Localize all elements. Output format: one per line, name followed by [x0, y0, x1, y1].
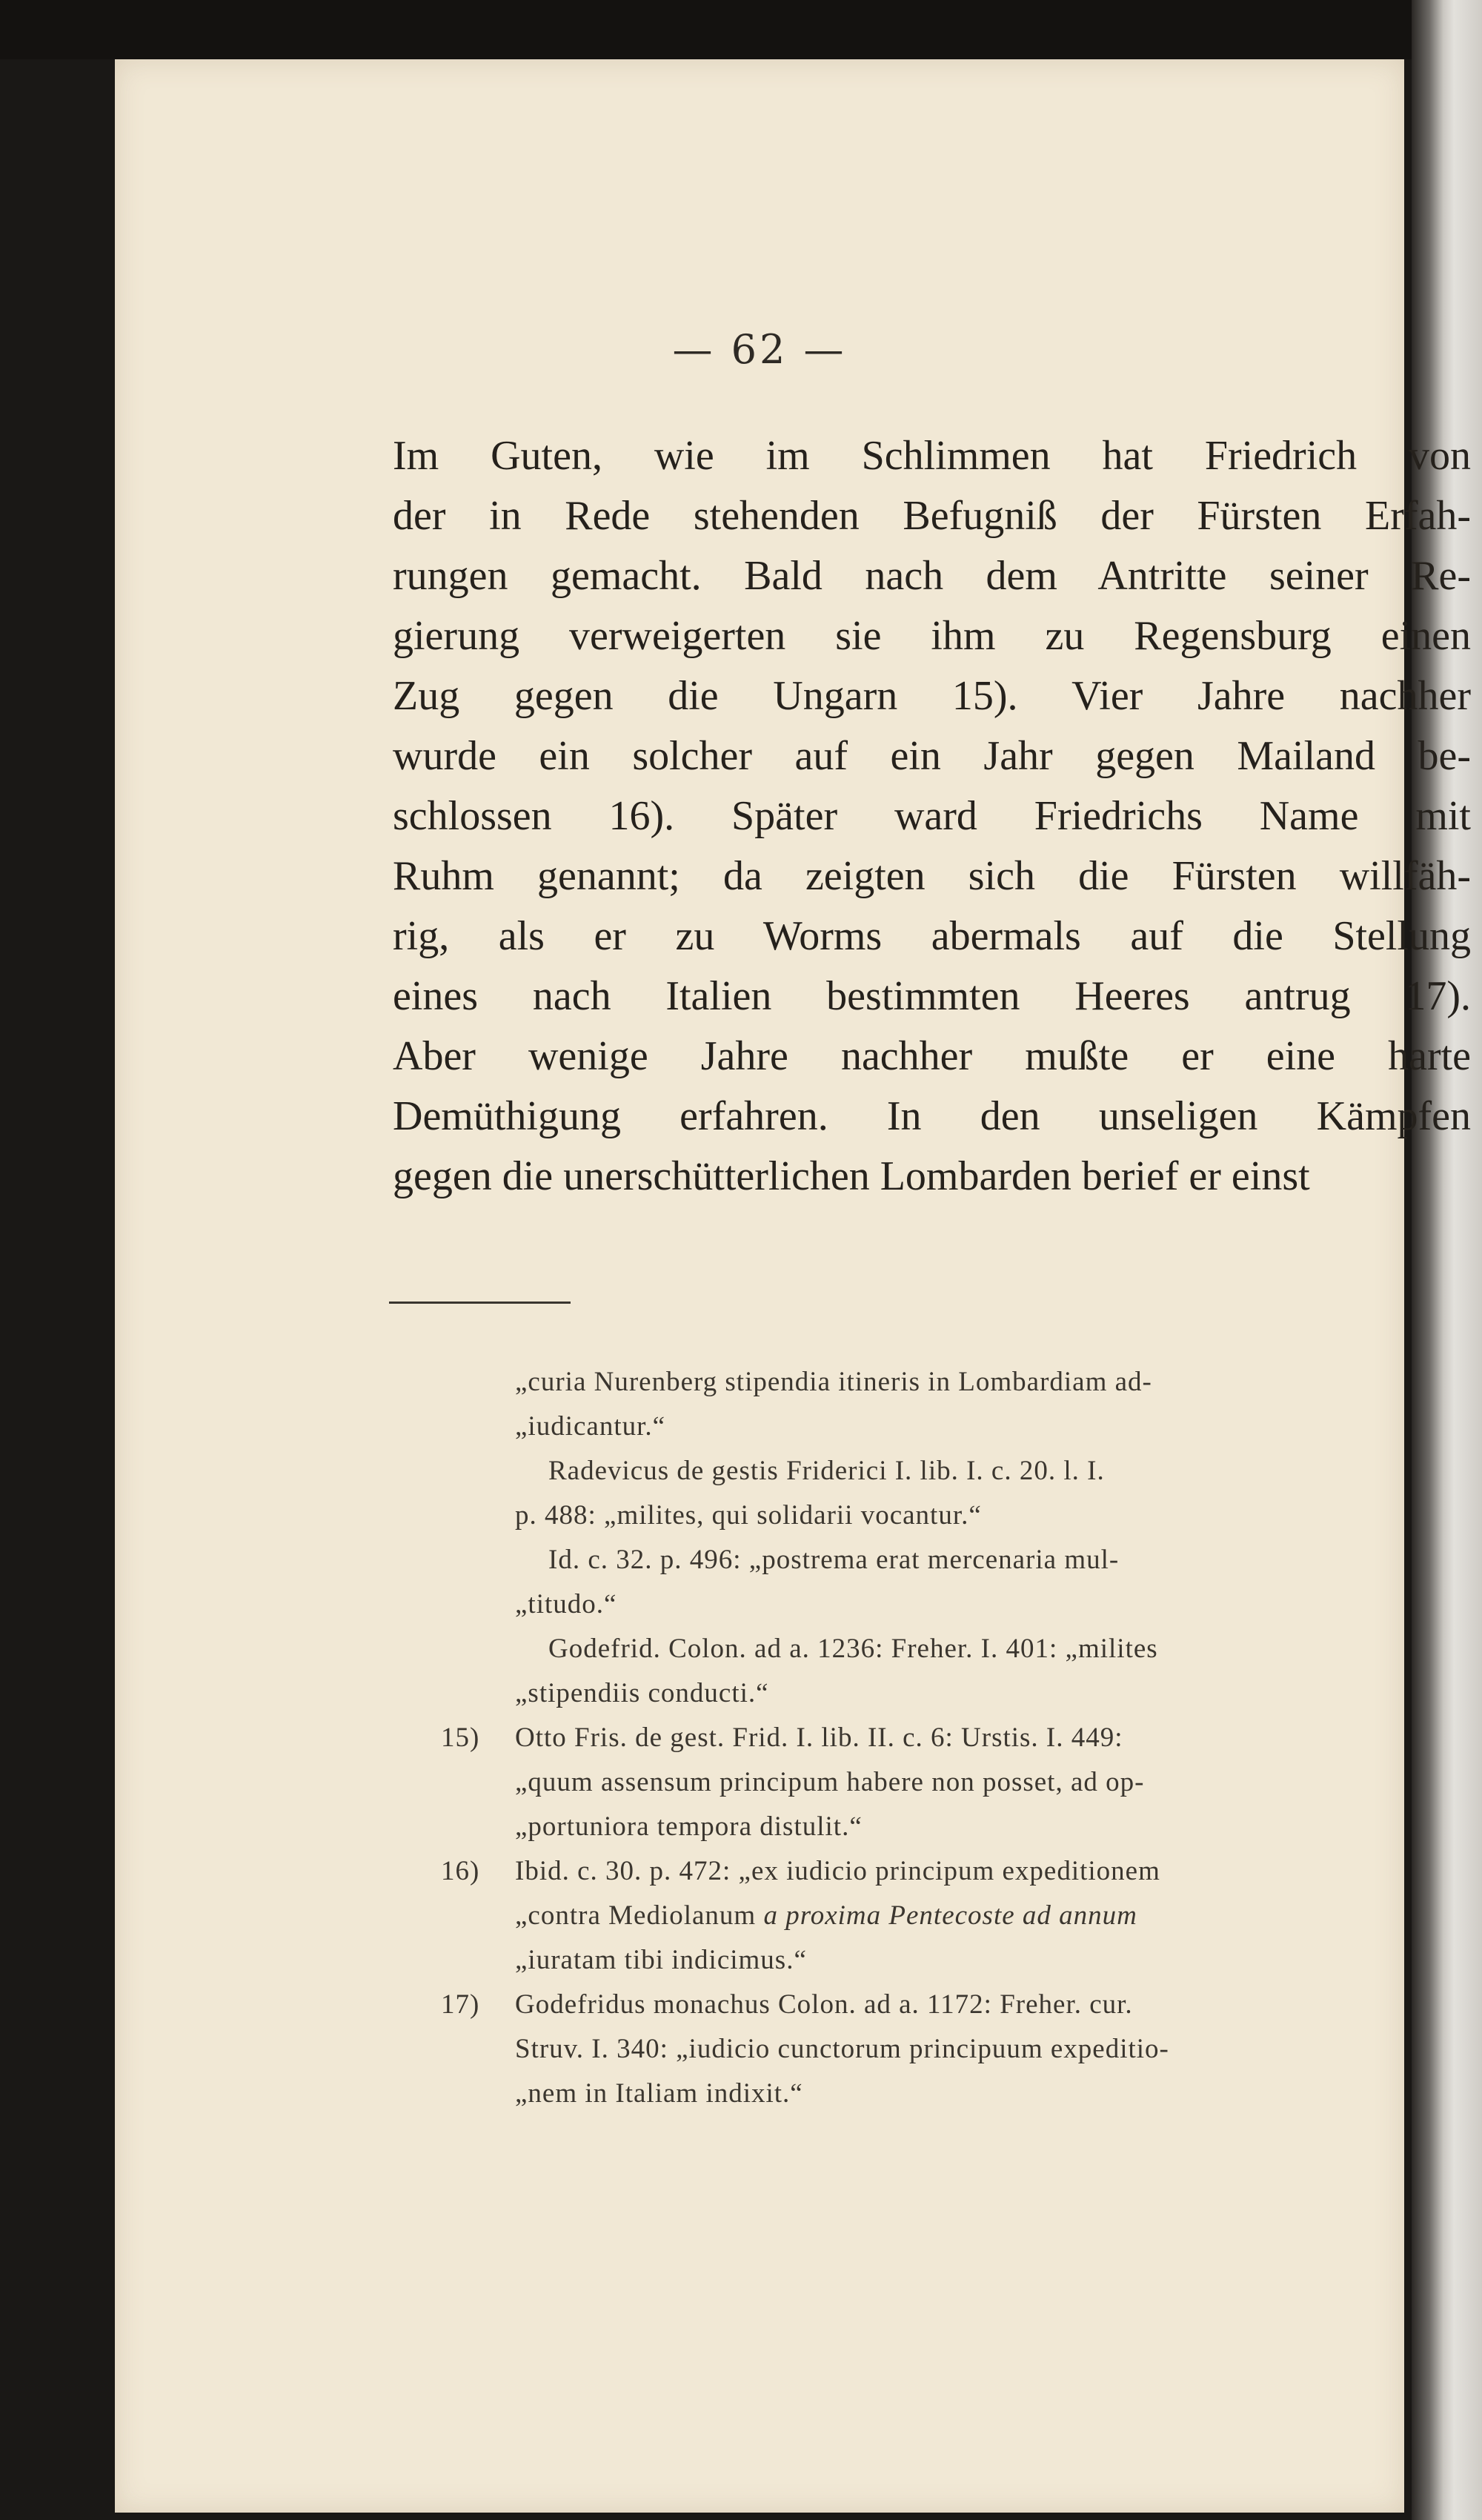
text-line: Zug gegen die Ungarn 15). Vier Jahre nachher	[393, 673, 1471, 719]
note-line: „portuniora tempora distulit.“	[515, 1811, 863, 1842]
text-line: gierung verweigerten sie ihm zu Regensburg einen	[393, 613, 1471, 659]
note-line: „stipendiis conducti.“	[515, 1678, 769, 1708]
note-line: „iuratam tibi indicimus.“	[515, 1945, 807, 1975]
footnote-16	[441, 1849, 1478, 1983]
footnotes-section	[441, 1360, 1478, 2116]
note-line: Godefrid. Colon. ad a. 1236: Freher. I. 401: „milites	[548, 1634, 1158, 1664]
continued-note	[515, 1449, 1478, 1538]
note-line: Radevicus de gestis Friderici I. lib. I. c. 20. l. I.	[548, 1456, 1105, 1486]
text-line: Aber wenige Jahre nachher mußte er eine harte	[393, 1033, 1471, 1079]
note-line: Godefridus monachus Colon. ad a. 1172: Freher. cur.	[515, 1989, 1133, 2020]
continued-note	[515, 1360, 1478, 1449]
text-line: rungen gemacht. Bald nach dem Antritte seiner Re-	[393, 553, 1471, 599]
note-line	[515, 1894, 1478, 1938]
note-line: „iudicantur.“	[515, 1411, 666, 1442]
text-line: schlossen 16). Später ward Friedrichs Name mit	[393, 793, 1471, 839]
text-line: Ruhm genannt; da zeigten sich die Fürsten willfäh-	[393, 853, 1471, 899]
text-line: gegen die unerschütterlichen Lombarden berief er einst	[393, 1153, 1310, 1199]
text-line: rig, als er zu Worms abermals auf die Stellung	[393, 913, 1471, 959]
note-text: „contra Mediolanum	[515, 1900, 764, 1931]
footnote-number: 17)	[441, 1989, 480, 2020]
text-line: eines nach Italien bestimmten Heeres antrug 17).	[393, 973, 1471, 1019]
note-line: Struv. I. 340: „iudicio cunctorum principuum expeditio-	[515, 2034, 1169, 2064]
footnote-number: 16)	[441, 1856, 480, 1886]
continued-note	[515, 1627, 1478, 1716]
main-text	[393, 426, 1471, 1207]
footnote-separator	[389, 1302, 571, 1304]
footnote-15	[441, 1716, 1478, 1849]
note-line: „curia Nurenberg stipendia itineris in Lombardiam ad-	[515, 1367, 1152, 1397]
note-line: „titudo.“	[515, 1589, 617, 1619]
text-line: wurde ein solcher auf ein Jahr gegen Mailand be-	[393, 733, 1471, 779]
scan-border-right	[1412, 0, 1482, 2520]
note-line: p. 488: „milites, qui solidarii vocantur.“	[515, 1500, 982, 1531]
continued-note	[515, 1538, 1478, 1627]
text-line: Im Guten, wie im Schlimmen hat Friedrich von	[393, 433, 1471, 479]
note-italic-text: a proxima Pentecoste ad annum	[763, 1900, 1137, 1931]
note-line: Otto Fris. de gest. Frid. I. lib. II. c. 6: Urstis. I. 449:	[515, 1722, 1123, 1753]
text-line: der in Rede stehenden Befugniß der Fürsten Erfah-	[393, 493, 1471, 539]
footnote-number: 15)	[441, 1722, 480, 1753]
note-line: „nem in Italiam indixit.“	[515, 2078, 803, 2109]
footnote-17	[441, 1983, 1478, 2116]
book-page	[115, 59, 1471, 2513]
page-number: — 62 —	[672, 326, 847, 373]
note-line: Ibid. c. 30. p. 472: „ex iudicio principum expeditionem	[515, 1856, 1160, 1886]
note-line: „quum assensum principum habere non posset, ad op-	[515, 1767, 1145, 1797]
text-line: Demüthigung erfahren. In den unseligen Kämpfen	[393, 1093, 1471, 1139]
scan-border-top	[0, 0, 1482, 59]
note-line: Id. c. 32. p. 496: „postrema erat mercenaria mul-	[548, 1545, 1120, 1575]
